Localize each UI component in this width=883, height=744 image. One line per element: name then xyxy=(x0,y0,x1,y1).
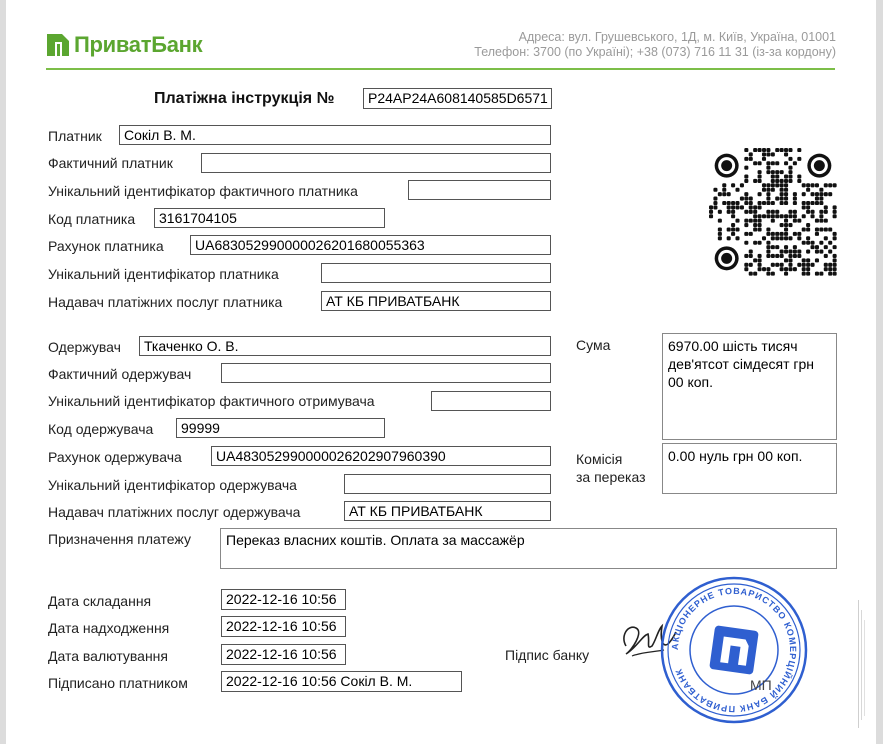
payer-unique-id-field xyxy=(321,263,551,283)
sum-field: 6970.00 шість тисяч дев'ятсот сімдесят грн 00 коп. xyxy=(662,333,837,440)
recipient-account-label: Рахунок одержувача xyxy=(48,449,182,465)
payer-label: Платник xyxy=(48,128,102,144)
bank-address: Адреса: вул. Грушевського, 1Д, м. Київ, Україна, 01001 xyxy=(518,30,836,44)
bank-contacts xyxy=(474,30,836,60)
recipient-account-field: UA483052990000026202907960390 xyxy=(211,446,551,466)
qr-code xyxy=(709,148,837,276)
sum-label: Сума xyxy=(576,337,611,353)
actual-recipient-id-field xyxy=(431,391,551,411)
bank-phone: Телефон: 3700 (по Україні); +38 (073) 716 11 31 (із-за кордону) xyxy=(474,45,836,59)
actual-recipient-field xyxy=(221,363,551,383)
payer-unique-id-label: Унікальний ідентифікатор платника xyxy=(48,266,279,282)
bank-signature-label: Підпис банку xyxy=(505,647,590,663)
payment-document xyxy=(6,0,876,744)
actual-payer-id-label: Унікальний ідентифікатор фактичного платника xyxy=(48,183,358,199)
payer-code-field: 3161704105 xyxy=(154,208,385,228)
payer-account-label: Рахунок платника xyxy=(48,238,164,254)
payer-field: Сокіл В. М. xyxy=(119,125,551,145)
fee-label xyxy=(576,450,646,486)
signed-by-payer-field: 2022-12-16 10:56 Сокіл В. М. xyxy=(221,671,462,692)
privatbank-stamp-emblem-icon xyxy=(709,625,759,675)
header-divider xyxy=(46,68,835,70)
fee-label-line1: Комісія xyxy=(576,451,623,467)
purpose-field: Переказ власних коштів. Оплата за массажёр xyxy=(220,528,837,569)
recipient-field: Ткаченко О. В. xyxy=(139,336,551,356)
payer-code-label: Код платника xyxy=(48,211,136,227)
recipient-code-field: 99999 xyxy=(176,418,385,438)
fee-label-line2: за переказ xyxy=(576,469,646,485)
signed-by-payer-label: Підписано платником xyxy=(48,675,188,691)
created-date-label: Дата складання xyxy=(48,593,152,609)
payer-account-field: UA683052990000026201680055363 xyxy=(190,235,551,255)
actual-recipient-id-label: Унікальний ідентифікатор фактичного отримувача xyxy=(48,393,375,409)
stamp-arc-text: АКЦІОНЕРНЕ ТОВАРИСТВО КОМЕРЦІЙНИЙ БАНК ПРИВАТБАНК xyxy=(669,585,799,715)
value-date-field: 2022-12-16 10:56 xyxy=(221,644,346,665)
privatbank-logo xyxy=(46,30,202,60)
created-date-field: 2022-12-16 10:56 xyxy=(221,589,346,610)
recipient-code-label: Код одержувача xyxy=(48,421,154,437)
value-date-label: Дата валютування xyxy=(48,648,168,664)
mp-label: МП xyxy=(750,677,772,693)
actual-recipient-label: Фактичний одержувач xyxy=(48,366,192,382)
side-fine-print xyxy=(856,600,866,730)
document-number-field: P24AP24A608140585D6571 xyxy=(363,88,552,109)
bank-stamp xyxy=(658,574,810,726)
bank-name: ПриватБанк xyxy=(74,32,203,57)
payer-provider-field: АТ КБ ПРИВАТБАНК xyxy=(321,291,551,311)
payer-provider-label: Надавач платіжних послуг платника xyxy=(48,294,283,310)
document-title: Платіжна інструкція № xyxy=(154,90,335,107)
privatbank-logo-icon xyxy=(46,33,70,57)
actual-payer-field xyxy=(201,153,551,173)
received-date-label: Дата надходження xyxy=(48,620,170,636)
fee-field: 0.00 нуль грн 00 коп. xyxy=(662,443,837,494)
actual-payer-label: Фактичний платник xyxy=(48,155,173,171)
recipient-label: Одержувач xyxy=(48,339,121,355)
recipient-provider-field: АТ КБ ПРИВАТБАНК xyxy=(344,501,551,521)
recipient-unique-id-label: Унікальний ідентифікатор одержувача xyxy=(48,477,297,493)
recipient-unique-id-field xyxy=(344,474,551,494)
actual-payer-id-field xyxy=(408,180,551,200)
purpose-label: Призначення платежу xyxy=(48,531,191,547)
recipient-provider-label: Надавач платіжних послуг одержувача xyxy=(48,504,301,520)
received-date-field: 2022-12-16 10:56 xyxy=(221,616,346,637)
